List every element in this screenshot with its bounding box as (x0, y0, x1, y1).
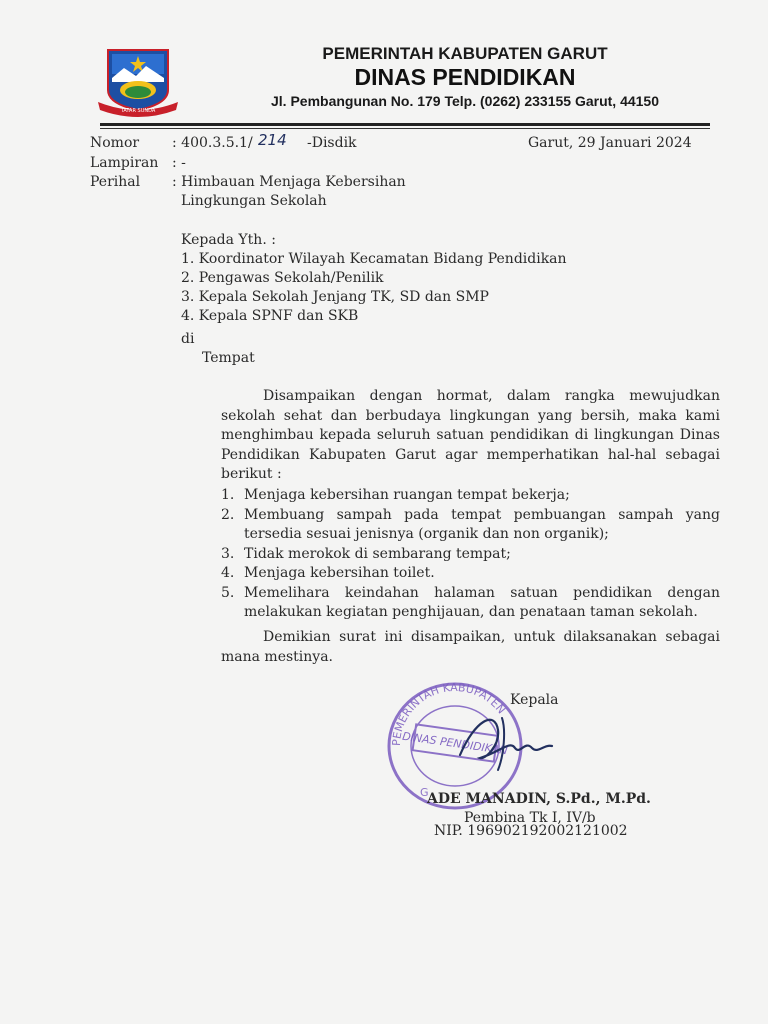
body-intro: Disampaikan dengan hormat, dalam rangka mewujudkan sekolah sehat dan berbudaya lingkungan yang bersih, maka kami menghimbau kepada seluruh satuan pendidikan di lingkungan Dinas Pendidikan Kabupaten Garut agar memperhatikan hal-hal sebagai berikut : (221, 388, 720, 482)
recipients-tempat: Tempat (202, 350, 255, 366)
signatory-title: Kepala (510, 692, 559, 708)
nomor-suffix: -Disdik (307, 135, 357, 151)
list-item (221, 545, 720, 565)
letterhead-agency: DINAS PENDIDIKAN (354, 64, 576, 90)
handwritten-signature (440, 700, 570, 790)
perihal-line1: : Himbauan Menjaga Kebersihan (172, 174, 406, 190)
lampiran-value: : - (172, 155, 186, 171)
list-number: 1. (221, 487, 235, 503)
svg-text:DINAS PENDIDIKAN: DINAS PENDIDIKAN (401, 729, 509, 758)
nomor-handwritten-number: 214 (258, 131, 287, 149)
body-closing: Demikian surat ini disampaikan, untuk dilaksanakan sebagai mana mestinya. (221, 629, 720, 665)
recipient-item: 4. Kepala SPNF dan SKB (181, 308, 359, 324)
svg-text:TATAR SUNDA: TATAR SUNDA (120, 108, 156, 114)
letterhead-government: PEMERINTAH KABUPATEN GARUT (322, 44, 608, 63)
list-item (221, 486, 720, 506)
instruction-list (221, 486, 720, 623)
place-date: Garut, 29 Januari 2024 (528, 135, 692, 151)
nomor-prefix: : 400.3.5.1/ (172, 135, 253, 151)
svg-text:G: G (420, 786, 429, 799)
signatory-rank: Pembina Tk I, IV/b (464, 810, 596, 826)
letterhead-divider-thin (100, 128, 710, 129)
letterhead-address: Jl. Pembangunan No. 179 Telp. (0262) 233155 Garut, 44150 (270, 93, 660, 109)
perihal-line2: Lingkungan Sekolah (181, 193, 327, 209)
list-item (221, 506, 720, 545)
list-number: 4. (221, 565, 235, 581)
recipient-item: 2. Pengawas Sekolah/Penilik (181, 270, 384, 286)
nomor-label: Nomor (90, 135, 140, 151)
recipients-heading: Kepada Yth. : (181, 232, 276, 248)
list-text: Menjaga kebersihan toilet. (244, 565, 435, 581)
list-number: 3. (221, 545, 235, 562)
recipients-di: di (181, 331, 195, 347)
list-text: Membuang sampah pada tempat pembuangan sampah yang tersedia sesuai jenisnya (organik dan non organik); (244, 506, 720, 542)
svg-text:PEMERINTAH KABUPATEN: PEMERINTAH KABUPATEN (389, 680, 509, 747)
list-item (221, 584, 720, 623)
list-text: Tidak merokok di sembarang tempat; (244, 545, 511, 562)
list-number: 2. (221, 506, 235, 523)
letterhead-divider-thick (100, 123, 710, 126)
signatory-name: ADE MANADIN, S.Pd., M.Pd. (427, 791, 651, 807)
list-item (221, 564, 720, 584)
list-text: Memelihara keindahan halaman satuan pendidikan dengan melakukan kegiatan penghijauan, dan penataan taman sekolah. (244, 584, 720, 620)
perihal-label: Perihal (90, 174, 141, 190)
lampiran-label: Lampiran (90, 155, 159, 171)
list-number: 5. (221, 584, 235, 601)
signatory-nip: NIP. 196902192002121002 (434, 823, 628, 839)
garut-regency-logo (96, 44, 180, 120)
recipient-item: 3. Kepala Sekolah Jenjang TK, SD dan SMP (181, 289, 489, 305)
list-text: Menjaga kebersihan ruangan tempat bekerja; (244, 487, 570, 503)
recipient-item: 1. Koordinator Wilayah Kecamatan Bidang Pendidikan (181, 251, 567, 267)
